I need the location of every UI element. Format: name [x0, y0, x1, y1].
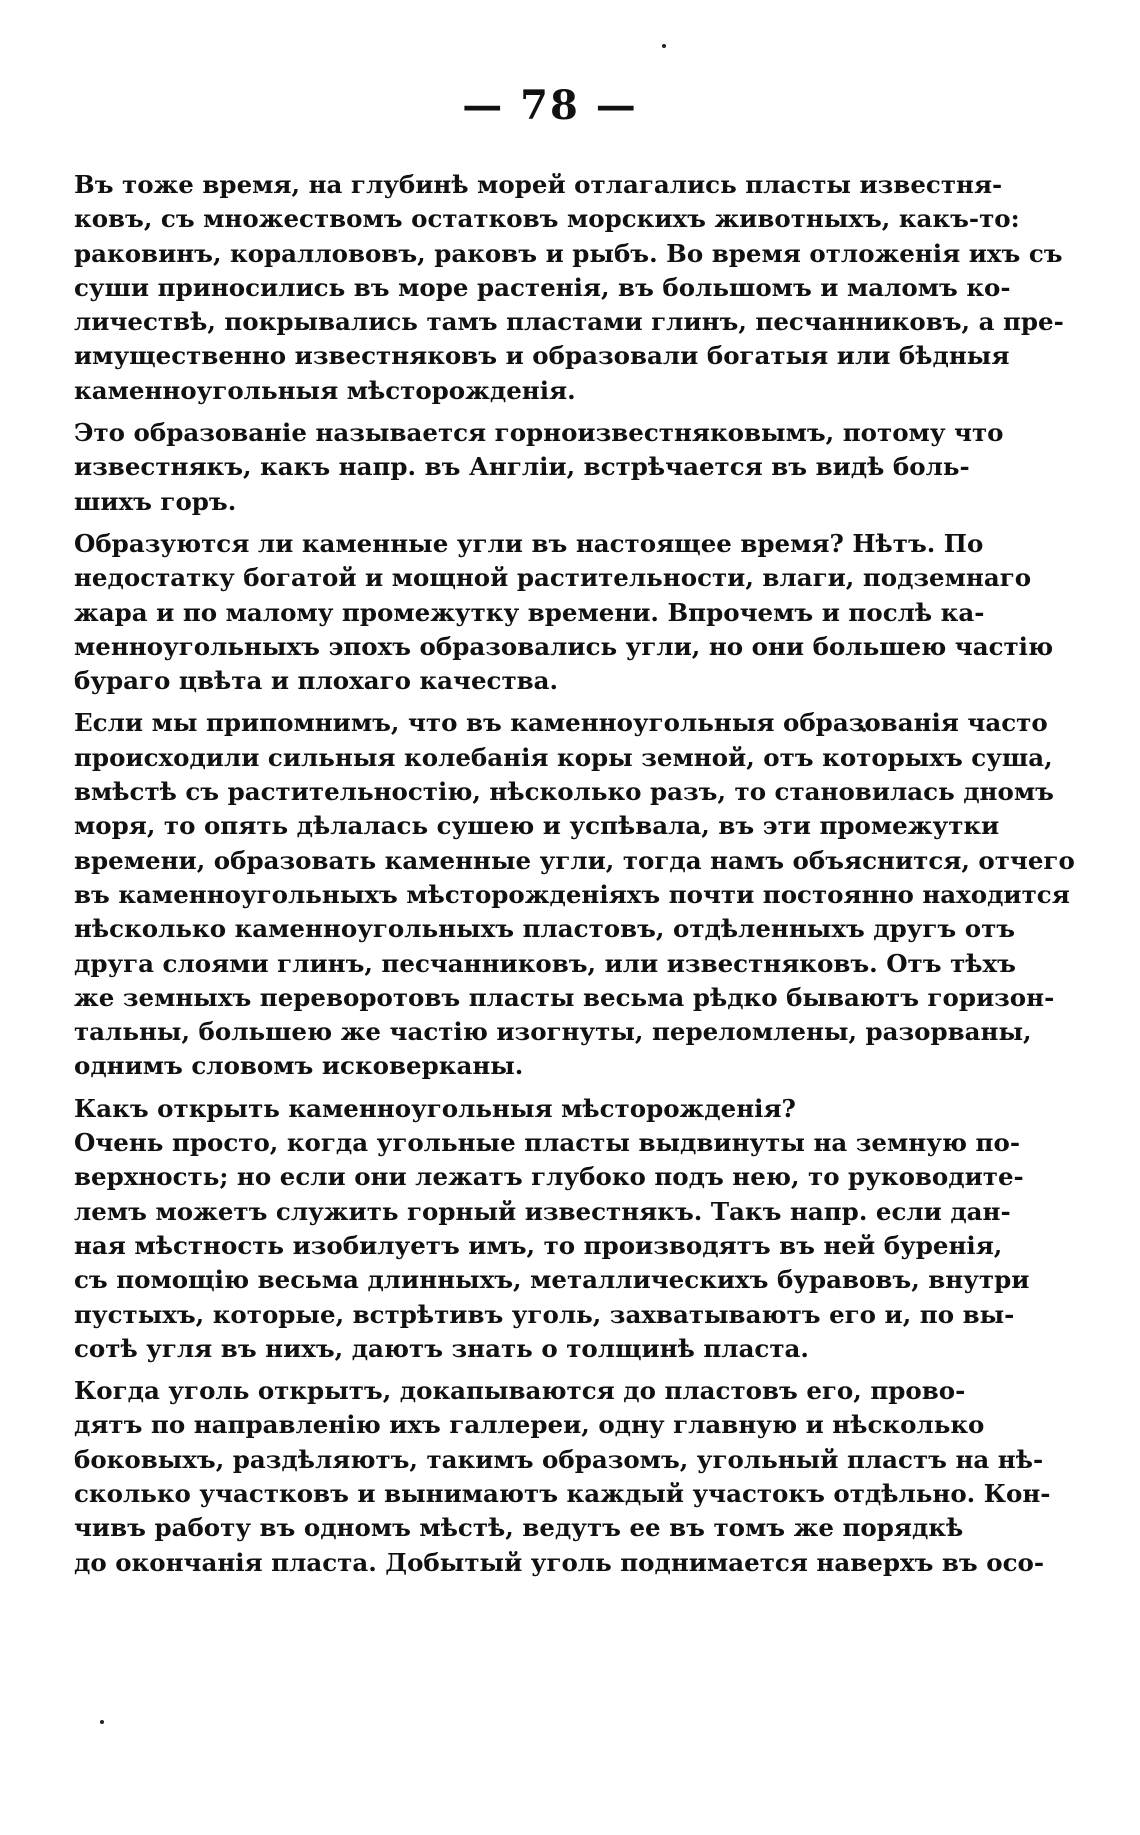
text-line: ная мѣстность изобилуетъ имъ, то производятъ въ ней буренія,: [74, 1230, 1003, 1260]
text-line: сколько участковъ и вынимаютъ каждый участокъ отдѣльно. Кон-: [74, 1478, 1051, 1508]
text-line: известнякъ, какъ напр. въ Англіи, встрѣчается въ видѣ боль-: [74, 452, 970, 482]
paragraph-6: [74, 1126, 1030, 1366]
text-line: личествѣ, покрывались тамъ пластами глинъ, песчанниковъ, а пре-: [74, 307, 1064, 337]
ink-speck: [100, 1720, 104, 1724]
text-line: бураго цвѣта и плохаго качества.: [74, 666, 559, 696]
text-line: дятъ по направленію ихъ галлереи, одну главную и нѣсколько: [74, 1410, 985, 1440]
text-line: жара и по малому промежутку времени. Впрочемъ и послѣ ка-: [74, 597, 985, 627]
text-line: шихъ горъ.: [74, 486, 237, 516]
text-line: суши приносились въ море растенія, въ большомъ и маломъ ко-: [74, 272, 1011, 302]
text-line: недостатку богатой и мощной растительности, влаги, подземнаго: [74, 563, 1032, 593]
text-line: верхность; но если они лежатъ глубоко подъ нею, то руководите-: [74, 1162, 1024, 1192]
text-line: пустыхъ, которые, встрѣтивъ уголь, захватываютъ его и, по вы-: [74, 1299, 1015, 1329]
text-line: Образуются ли каменные угли въ настоящее время? Нѣтъ. По: [74, 528, 984, 558]
text-line: сотѣ угля въ нихъ, даютъ знать о толщинѣ пласта.: [74, 1333, 809, 1363]
text-line: до окончанія пласта. Добытый уголь поднимается наверхъ въ осо-: [74, 1547, 1045, 1577]
text-line: нѣсколько каменноугольныхъ пластовъ, отдѣленныхъ другъ отъ: [74, 914, 1016, 944]
paragraph-7: [74, 1374, 1051, 1580]
text-line: же земныхъ переворотовъ пласты весьма рѣдко бываютъ горизон-: [74, 982, 1055, 1012]
text-line: времени, образовать каменные угли, тогда намъ объяснится, отчего: [74, 845, 1075, 875]
text-line: друга слоями глинъ, песчанниковъ, или известняковъ. Отъ тѣхъ: [74, 948, 1016, 978]
paragraph-3: [74, 527, 1054, 698]
text-line: вмѣстѣ съ растительностію, нѣсколько разъ, то становилась дномъ: [74, 777, 1054, 807]
text-line: боковыхъ, раздѣляютъ, такимъ образомъ, угольный пластъ на нѣ-: [74, 1444, 1044, 1474]
text-line: Если мы припомнимъ, что въ каменноугольныя образованія часто: [74, 708, 1048, 738]
text-line: чивъ работу въ одномъ мѣстѣ, ведутъ ее въ томъ же порядкѣ: [74, 1513, 964, 1543]
paragraph-2: [74, 416, 1004, 519]
paragraph-5-question: [74, 1092, 954, 1126]
text-line: моря, то опять дѣлалась сушею и успѣвала, въ эти промежутки: [74, 811, 1000, 841]
text-line: съ помощію весьма длинныхъ, металлическихъ буравовъ, внутри: [74, 1265, 1030, 1295]
paragraph-4: [74, 706, 1075, 1083]
text-line: въ каменноугольныхъ мѣсторожденіяхъ почти постоянно находится: [74, 879, 1070, 909]
ink-speck: [662, 44, 666, 48]
text-line: ковъ, съ множествомъ остатковъ морскихъ животныхъ, какъ-то:: [74, 204, 1020, 234]
text-line: лемъ можетъ служить горный известнякъ. Такъ напр. если дан-: [74, 1196, 1011, 1226]
body-text: [74, 168, 1075, 1580]
text-line: имущественно известняковъ и образовали богатыя или бѣдныя: [74, 341, 1010, 371]
paragraph-1: [74, 168, 1064, 408]
text-line: раковинъ, кораллововъ, раковъ и рыбъ. Во время отложенія ихъ съ: [74, 238, 1063, 268]
text-line: Очень просто, когда угольные пласты выдвинуты на земную по-: [74, 1128, 1021, 1158]
text-line: однимъ словомъ исковерканы.: [74, 1051, 524, 1081]
text-line: Это образованіе называется горноизвестняковымъ, потому что: [74, 418, 1004, 448]
text-line: происходили сильныя колебанія коры земной, отъ которыхъ суша,: [74, 742, 1053, 772]
page-number: — 78 —: [462, 82, 638, 129]
text-line: Въ тоже время, на глубинѣ морей отлагались пласты известня-: [74, 170, 1003, 199]
text-line: Какъ открыть каменноугольныя мѣсторожденія?: [74, 1093, 796, 1123]
text-line: тальны, большею же частію изогнуты, переломлены, разорваны,: [74, 1017, 1032, 1047]
text-line: Когда уголь открытъ, докапываются до пластовъ его, прово-: [74, 1376, 966, 1406]
text-line: менноугольныхъ эпохъ образовались угли, но они большею частію: [74, 631, 1054, 661]
text-line: каменноугольныя мѣсторожденія.: [74, 375, 576, 405]
